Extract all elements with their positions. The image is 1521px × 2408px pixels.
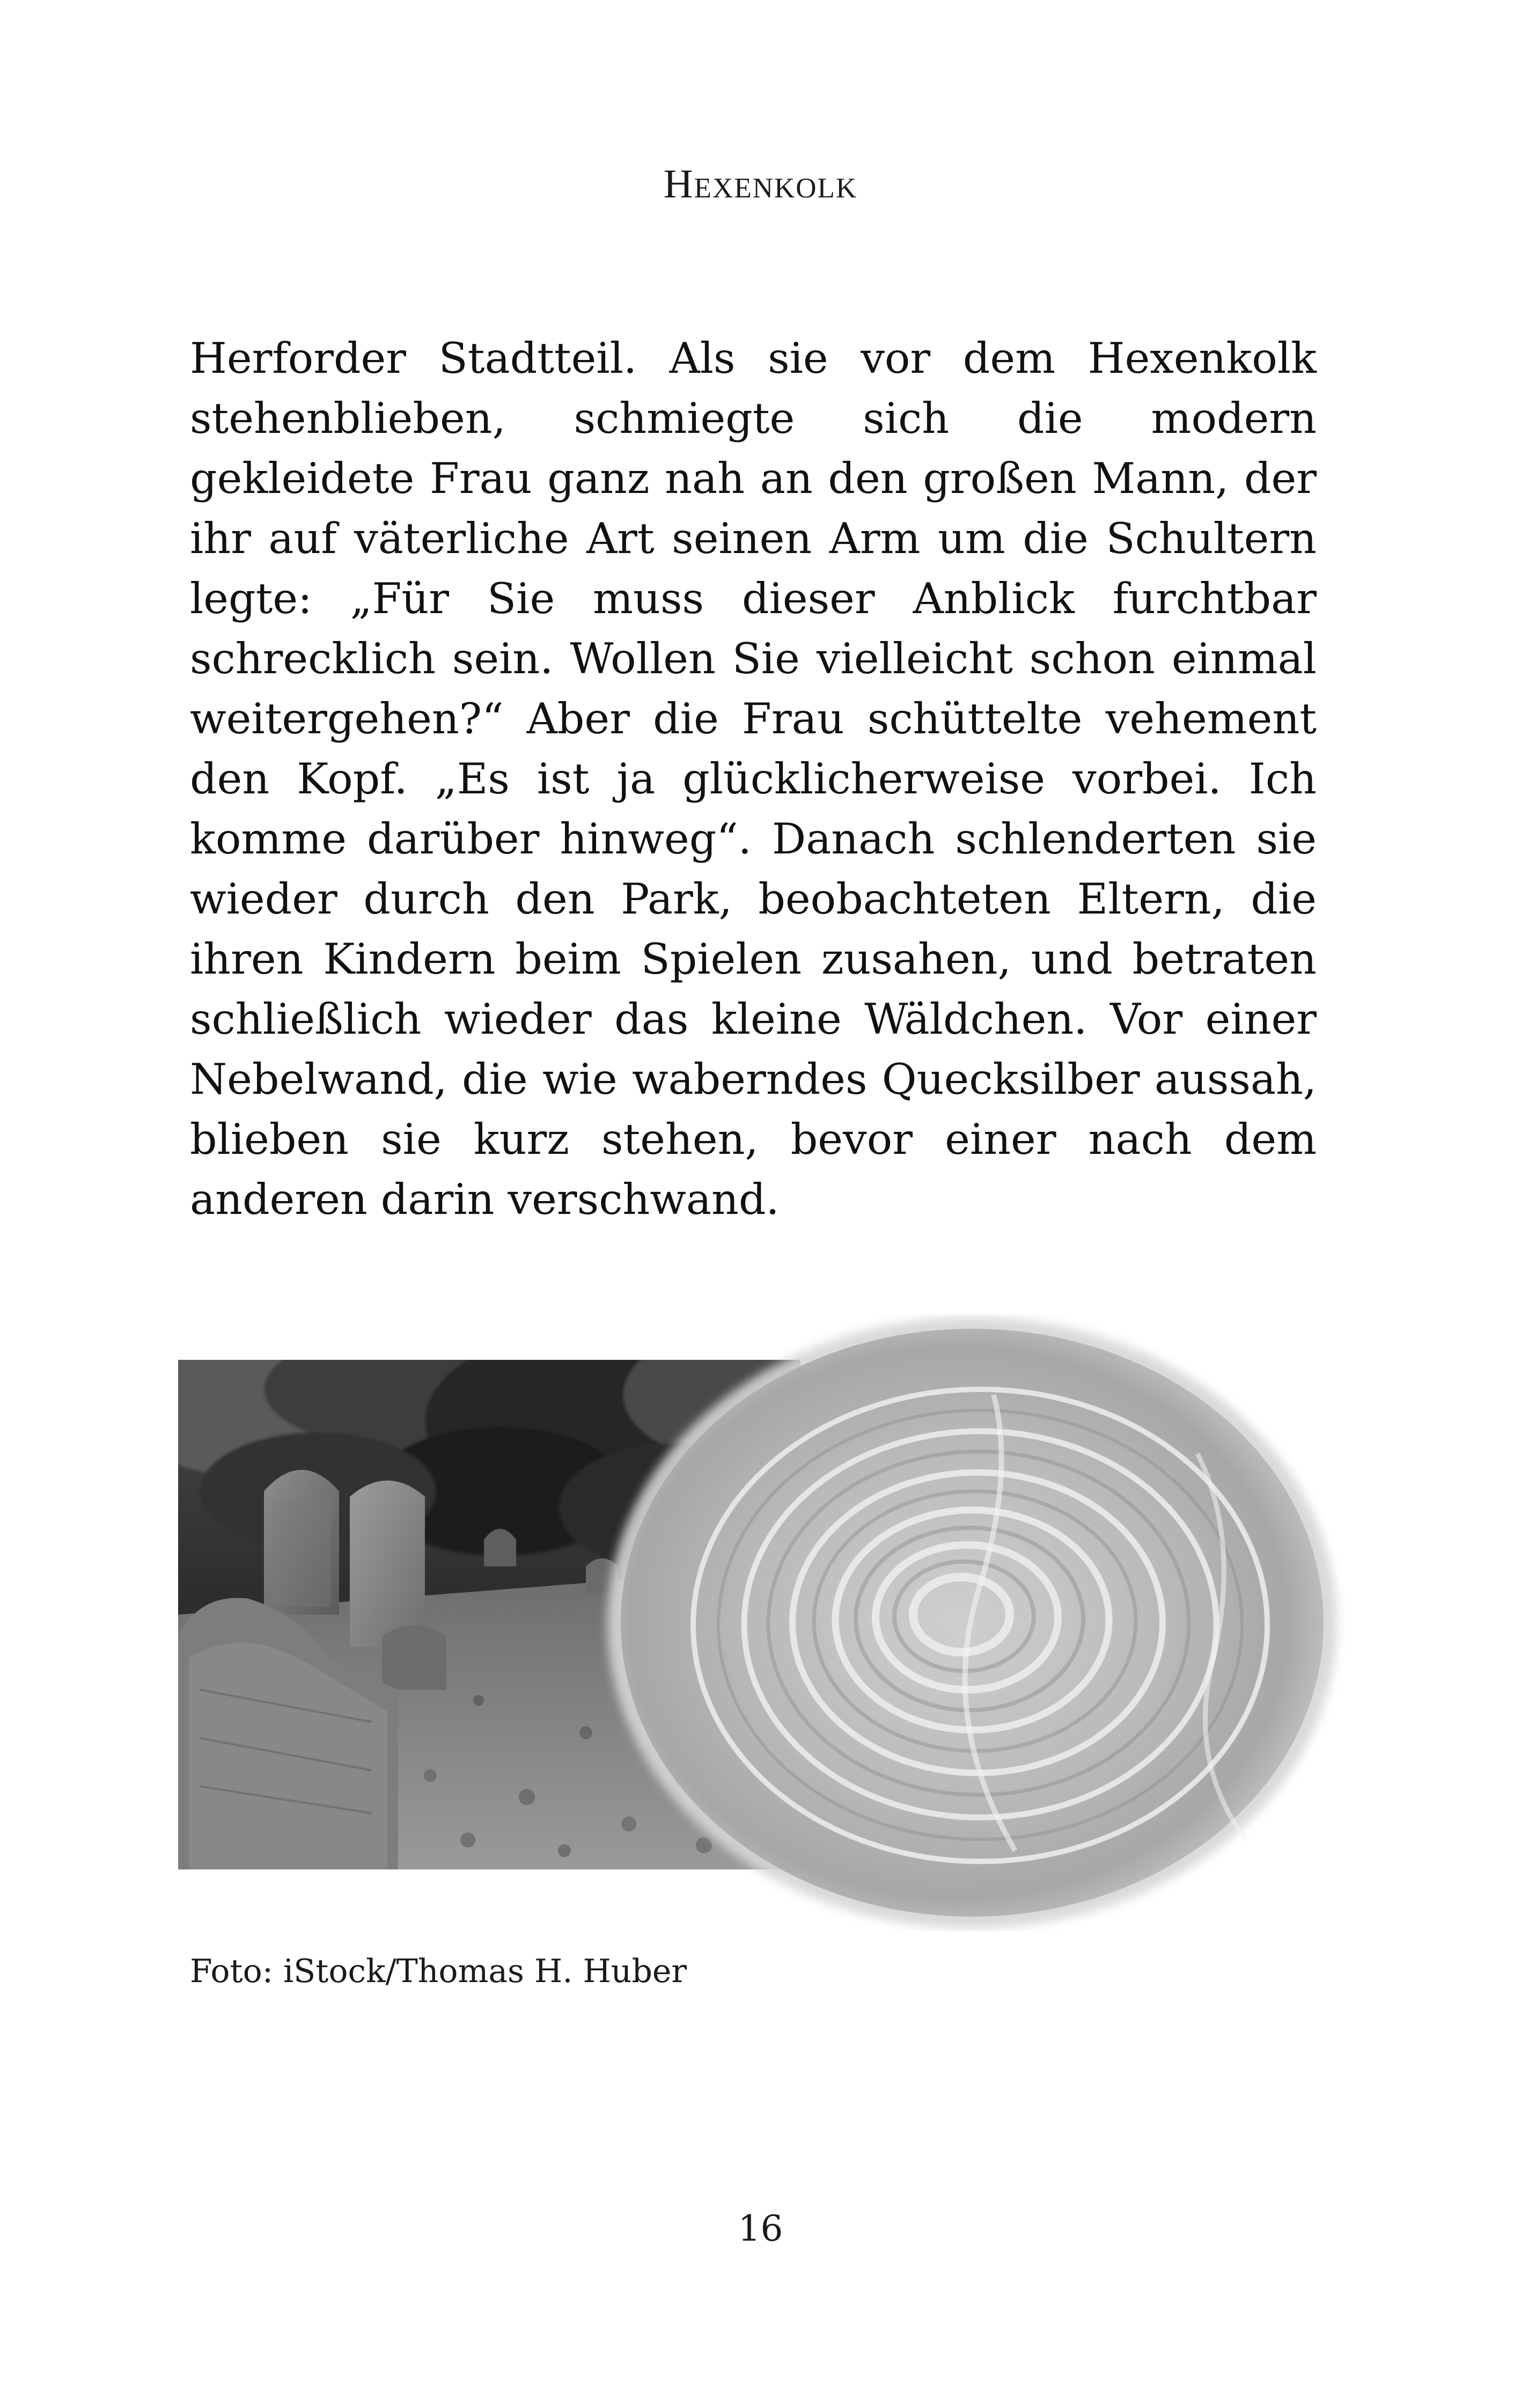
illustration	[178, 1314, 1348, 1931]
illustration-graphic	[178, 1314, 1348, 1931]
mercury-pool	[607, 1317, 1337, 1928]
running-head: Hexenkolk	[663, 161, 858, 207]
page-number: 16	[738, 2208, 783, 2249]
body-paragraph: Herforder Stadtteil. Als sie vor dem Hexenkolk stehenblieben, schmiegte sich die modern gekleidete Frau ganz nah an den großen Mann, der ihr auf väterliche Art seinen Arm um die Schultern legte: „Für Sie muss dieser Anblick furchtbar schrecklich sein. Wollen Sie vielleicht schon einmal weitergehen?“ Aber die Frau schüttelte vehement den Kopf. „Es ist ja glücklicherweise vorbei. Ich komme darüber hinweg“. Danach schlenderten sie wieder durch den Park, beobachteten Eltern, die ihren Kindern beim Spielen zusahen, und betraten schließlich wieder das kleine Wäldchen. Vor einer Nebelwand, die wie waberndes Quecksilber aussah, blieben sie kurz stehen, bevor einer nach dem anderen darin verschwand.	[190, 334, 1317, 1224]
photo-credit: Foto: iStock/Thomas H. Huber	[190, 1953, 687, 1990]
